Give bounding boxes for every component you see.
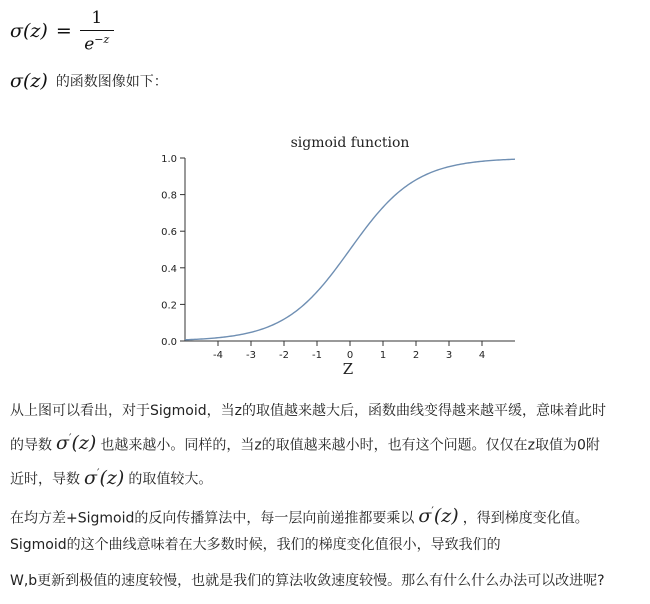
derivative-symbol: σ′(z) bbox=[56, 432, 97, 455]
formula-denominator bbox=[80, 33, 113, 55]
x-tick-label: 3 bbox=[445, 350, 453, 361]
denominator-exponent: −z bbox=[94, 32, 110, 46]
sigmoid-chart bbox=[150, 130, 530, 380]
y-tick-label: 0.4 bbox=[161, 263, 177, 275]
x-tick-label: -3 bbox=[246, 350, 256, 361]
paragraph-2-line-1-a: 在均方差+Sigmoid的反向传播算法中，每一层向前递推都要乘以 bbox=[10, 510, 415, 527]
x-tick-label: 1 bbox=[379, 350, 387, 361]
y-tick-label: 1.0 bbox=[161, 154, 177, 165]
y-tick-label: 0.0 bbox=[161, 337, 177, 348]
formula-lhs: σ(z) bbox=[10, 20, 48, 42]
denominator-base: e bbox=[84, 34, 95, 55]
formula-fraction bbox=[80, 8, 114, 55]
x-tick-label: 0 bbox=[346, 350, 354, 361]
chart-axes bbox=[161, 154, 515, 361]
derivative-symbol: σ′(z) bbox=[418, 505, 459, 528]
x-tick-label: 2 bbox=[412, 350, 420, 361]
sigmoid-curve bbox=[185, 159, 515, 340]
y-tick-label: 0.8 bbox=[161, 190, 177, 202]
paragraph-1-line-2-b: 也越来越小。同样的，当z的取值越来越小时，也有这个问题。仅仅在z取值为0附 bbox=[100, 437, 600, 454]
paragraph-1-line-3-b: 的取值较大。 bbox=[128, 471, 213, 488]
paragraph-2-line-1 bbox=[10, 498, 642, 532]
y-tick-label: 0.6 bbox=[161, 227, 177, 239]
derivative-symbol: σ′(z) bbox=[84, 466, 125, 489]
paragraph-1 bbox=[10, 398, 642, 494]
x-tick-label: 4 bbox=[478, 350, 486, 361]
sigmoid-formula bbox=[10, 8, 114, 54]
intro-symbol: σ(z) bbox=[10, 70, 48, 92]
chart-x-axis-label: Z bbox=[342, 360, 354, 378]
paragraph-3-line-1: W,b更新到极值的速度较慢，也就是我们的算法收敛速度较慢。那么有什么什么办法可以改进呢? bbox=[10, 573, 605, 589]
x-tick-label: -1 bbox=[312, 350, 322, 361]
intro-line bbox=[10, 70, 168, 92]
fraction-bar bbox=[80, 30, 114, 31]
chart-series bbox=[185, 159, 515, 340]
chart-title: sigmoid function bbox=[290, 135, 410, 151]
x-tick-label: -4 bbox=[213, 350, 223, 361]
paragraph-3 bbox=[10, 568, 642, 595]
paragraph-2-line-1-b: ，得到梯度变化值。 bbox=[462, 510, 589, 527]
paragraph-1-line-3 bbox=[10, 459, 642, 493]
x-tick-label: -2 bbox=[279, 350, 289, 361]
paragraph-2 bbox=[10, 498, 642, 559]
y-tick-label: 0.2 bbox=[161, 300, 177, 312]
paragraph-2-line-2: Sigmoid的这个曲线意味着在大多数时候，我们的梯度变化值很小，导致我们的 bbox=[10, 537, 501, 554]
paragraph-1-line-3-a: 近时，导数 bbox=[10, 471, 80, 488]
formula-numerator: 1 bbox=[91, 7, 103, 28]
paragraph-1-line-2 bbox=[10, 425, 642, 459]
paragraph-1-line-2-a: 的导数 bbox=[10, 437, 52, 454]
intro-text: 的函数图像如下： bbox=[55, 74, 168, 90]
paragraph-1-line-1: 从上图可以看出，对于Sigmoid，当z的取值越来越大后，函数曲线变得越来越平缓，意味着此时 bbox=[10, 403, 606, 419]
formula-equals: = bbox=[55, 20, 72, 42]
